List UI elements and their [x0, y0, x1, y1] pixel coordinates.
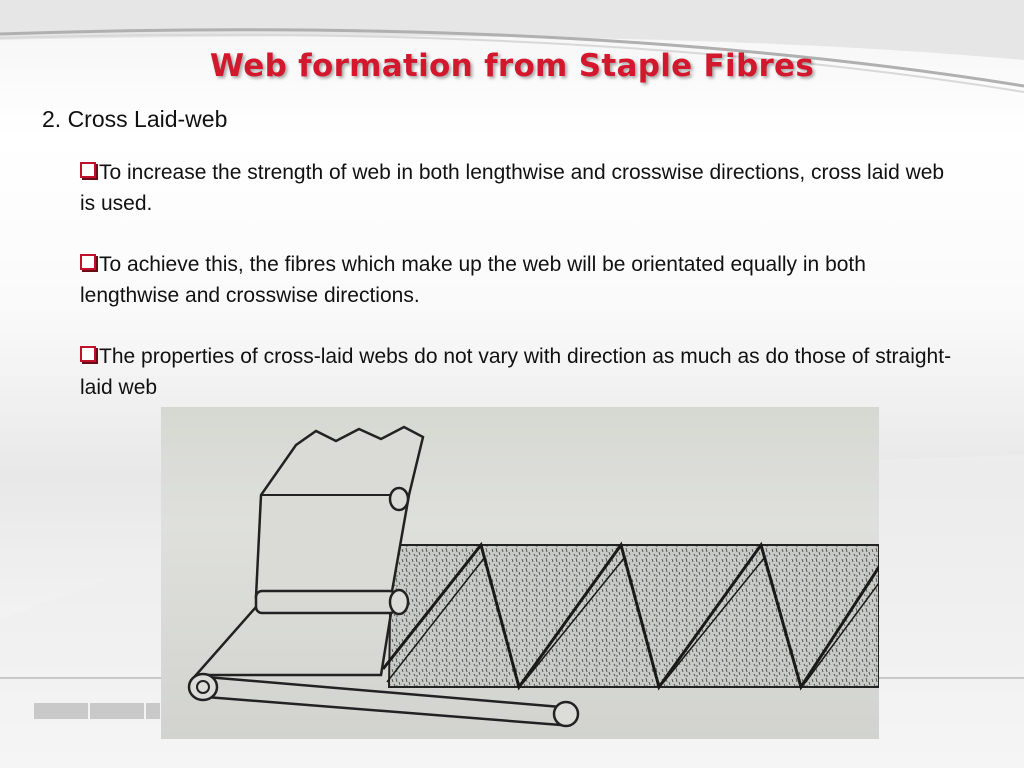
checkbox-bullet-icon — [80, 346, 96, 362]
bullet-text: The properties of cross-laid webs do not vary with direction as much as do those of straight-laid web — [80, 345, 952, 399]
bullet-item — [80, 341, 960, 403]
footer-bar-segment — [34, 703, 88, 719]
bullet-text: To increase the strength of web in both lengthwise and crosswise directions, cross laid web is used. — [80, 161, 945, 215]
footer-bar-segment — [90, 703, 144, 719]
cross-laid-web-diagram-photo — [161, 407, 879, 739]
checkbox-bullet-icon — [80, 162, 96, 178]
slide-title: Web formation from Staple Fibres — [209, 48, 815, 84]
bullet-list — [80, 157, 960, 433]
bullet-text: To achieve this, the fibres which make up the web will be orientated equally in both lengthwise and crosswise directions. — [80, 253, 866, 307]
footer-bar-segment — [146, 703, 160, 719]
checkbox-bullet-icon — [80, 254, 96, 270]
section-heading: 2. Cross Laid-web — [42, 106, 228, 132]
bullet-item — [80, 249, 960, 311]
bullet-item — [80, 157, 960, 219]
